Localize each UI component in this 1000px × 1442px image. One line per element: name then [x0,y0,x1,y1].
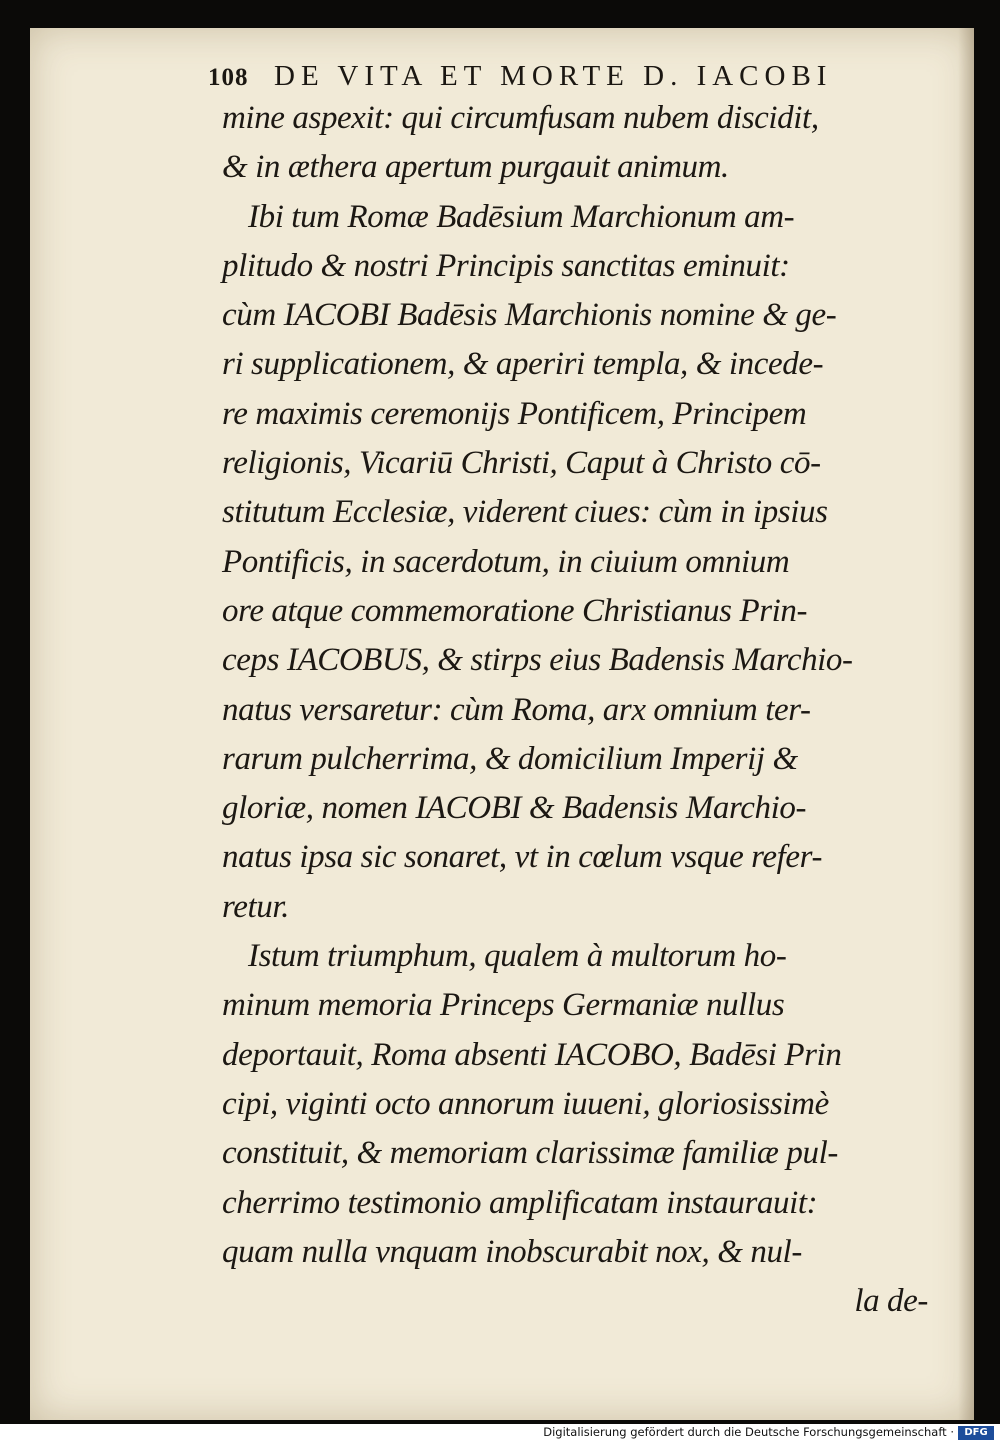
page-edge-shadow [958,28,974,1420]
text-line: mine aspexit: qui circumfusam nubem discidit, [222,100,819,136]
running-head-title: DE VITA ET MORTE D. IACOBI [274,60,833,92]
text-line: ore atque commemoratione Christianus Prin- [222,592,808,629]
text-line: rarum pulcherrima, & domicilium Imperij & [222,740,798,777]
body-text [222,94,928,1326]
text-line: natus ipsa sic sonaret, vt in cœlum vsque refer- [222,839,823,876]
text-line: ceps IACOBUS, & stirps eius Badensis Marchio- [222,642,853,679]
footer-credit-text: Digitalisierung gefördert durch die Deutsche Forschungsgemeinschaft · [543,1425,954,1439]
text-line: re maximis ceremonijs Pontificem, Principem [222,395,807,432]
text-line: cùm IACOBI Badēsis Marchionis nomine & ge- [222,297,837,334]
text-line: quam nulla vnquam inobscurabit nox, & nul- [222,1233,802,1270]
text-line: natus versaretur: cùm Roma, arx omnium ter- [222,691,811,728]
text-line: Ibi tum Romæ Badēsium Marchionum am- [248,198,795,235]
text-line: constituit, & memoriam clarissimæ familiæ pul- [222,1135,838,1172]
catchword: la de- [854,1283,928,1320]
text-line: Istum triumphum, qualem à multorum ho- [248,938,787,975]
text-line: religionis, Vicariū Christi, Caput à Christo cō- [222,445,821,482]
page-number: 108 [208,64,249,91]
text-line: gloriæ, nomen IACOBI & Badensis Marchio- [222,790,807,827]
digitization-footer [0,1424,1000,1442]
text-line: retur. [222,888,289,925]
text-line: minum memoria Princeps Germaniæ nullus [222,987,785,1024]
text-line: Pontificis, in sacerdotum, in ciuium omnium [222,543,790,580]
text-line: & in æthera apertum purgauit animum. [222,149,729,186]
text-line: plitudo & nostri Principis sanctitas eminuit: [222,247,790,284]
text-line: ri supplicationem, & aperiri templa, & incede- [222,346,824,383]
text-line: cherrimo testimonio amplificatam instaurauit: [222,1184,818,1221]
dfg-logo: DFG [958,1426,994,1440]
text-line: deportauit, Roma absenti IACOBO, Badēsi Prin [222,1036,842,1073]
text-line: cipi, viginti octo annorum iuueni, gloriosissimè [222,1085,829,1122]
text-line: stitutum Ecclesiæ, viderent ciues: cùm in ipsius [222,494,828,531]
